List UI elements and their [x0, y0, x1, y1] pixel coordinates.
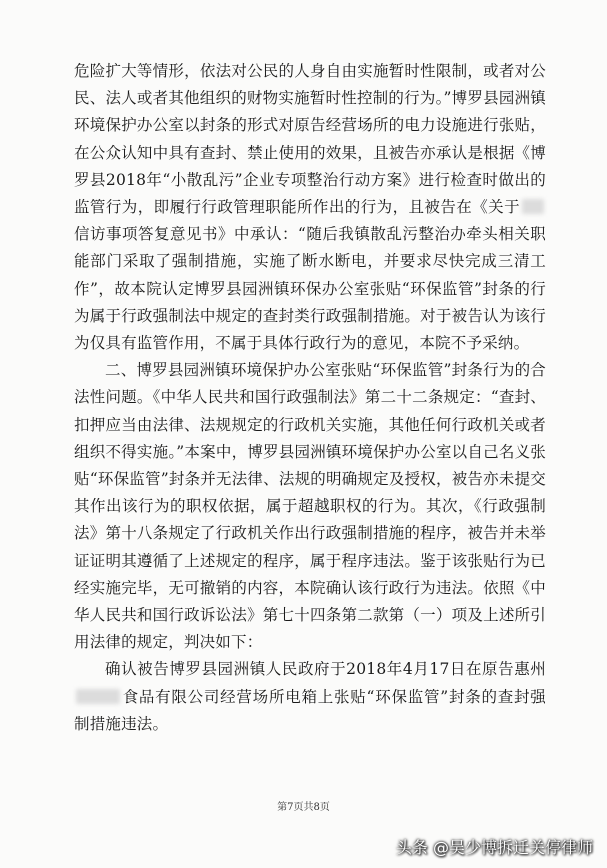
- redacted-text: [76, 689, 120, 704]
- paragraph-1: [74, 58, 546, 357]
- document-body: [74, 58, 546, 738]
- paragraph-3: [74, 656, 546, 738]
- paragraph-text: 二、博罗县园洲镇环境保护办公室张贴“环保监管”封条行为的合法性问题。《中华人民共和国行政强制法》第二十二条规定：“查封、扣押应当由法律、法规规定的行政机关实施，其他任何行政机关或者组织不得实施。”本案中，博罗县园洲镇环境保护办公室以自己名义张贴“环保监管”封条并无法律、法规的明确规定及授权，被告亦未提交其作出该行为的职权依据，属于超越职权的行为。其次，《行政强制法》第十八条规定了行政机关作出行政强制措施的程序，被告并未举证证明其遵循了上述规定的程序，属于程序违法。鉴于该张贴行为已经实施完毕，无可撤销的内容，本院确认该行政行为违法。依照《中华人民共和国行政诉讼法》第七十四条第二款第（一）项及上述所引用法律的规定，判决如下：: [74, 361, 546, 652]
- paragraph-text: 食品有限公司经营场所电箱上张贴“环保监管”封条的查封强制措施违法。: [74, 687, 546, 733]
- paragraph-text: 危险扩大等情形，依法对公民的人身自由实施暂时性限制，或者对公民、法人或者其他组织的财物实施暂时性控制的行为。”博罗县园洲镇环境保护办公室以封条的形式对原告经营场所的电力设施进行张贴，在公众认知中具有查封、禁止使用的效果，且被告亦承认是根据《博罗县2018年“小散乱污”企业专项整治行动方案》进行检查时做出的监管行为，即履行行政管理职能所作出的行为，且被告在《关于: [74, 62, 546, 217]
- paragraph-2: [74, 357, 546, 656]
- paragraph-text: 信访事项答复意见书》中承认：“随后我镇散乱污整治办牵头相关职能部门采取了强制措施，实施了断水断电，并要求尽快完成三清工作”，故本院认定博罗县园洲镇环保办公室张贴“环保监管”封条的行为属于行政强制法中规定的查封类行政强制措施。对于被告认为该行为仅具有监管作用，不属于具体行政行为的意见，本院不予采纳。: [74, 225, 546, 353]
- watermark: 头条 @吴少博拆迁关停律师: [395, 838, 593, 857]
- page-number: 第7页共8页: [277, 802, 330, 813]
- redacted-text: [522, 199, 544, 214]
- paragraph-text: 确认被告博罗县园洲镇人民政府于2018年4月17日在原告惠州: [105, 660, 546, 679]
